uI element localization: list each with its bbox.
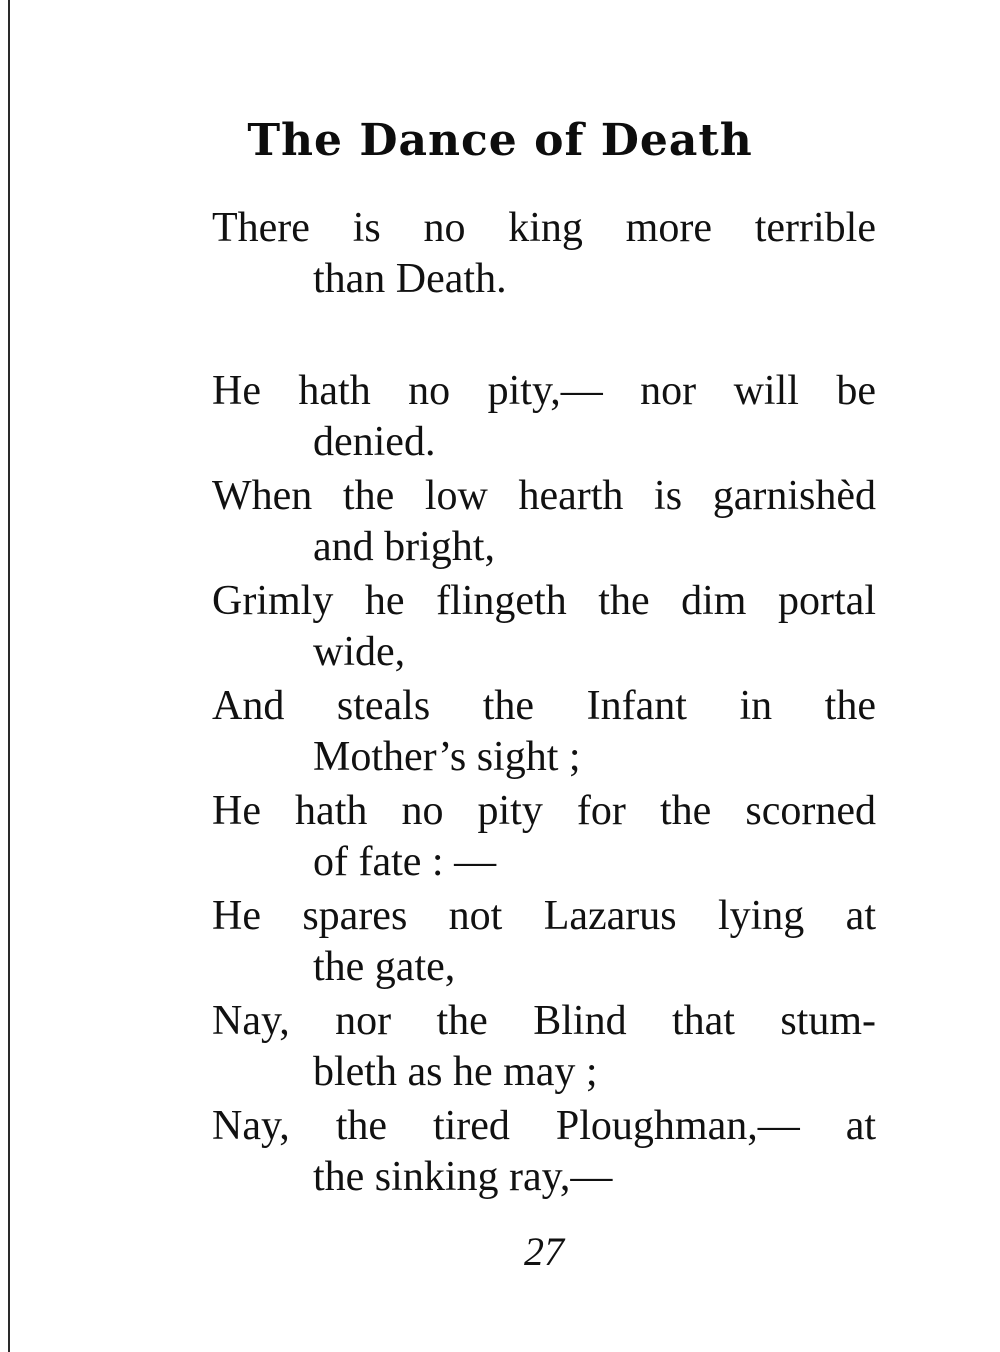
verse-line: He spares not Lazarus lying at [212, 893, 876, 939]
verse-line: Nay, nor the Blind that stum- [212, 998, 876, 1044]
verse-line-continuation: than Death. [313, 256, 507, 302]
verse-line-continuation: and bright, [313, 524, 495, 570]
verse-line-continuation: bleth as he may ; [313, 1049, 598, 1095]
verse-line: Nay, the tired Ploughman,— at [212, 1103, 876, 1149]
verse-line-continuation: the sinking ray,— [313, 1154, 613, 1200]
verse-line: Grimly he flingeth the dim portal [212, 578, 876, 624]
verse-line-continuation: of fate : — [313, 839, 497, 885]
page-title: The Dance of Death [247, 115, 753, 166]
verse-line: When the low hearth is garnishèd [212, 473, 876, 519]
verse-line-continuation: denied. [313, 419, 436, 465]
verse-line: And steals the Infant in the [212, 683, 876, 729]
verse-line: He hath no pity,— nor will be [212, 368, 876, 414]
verse-line-continuation: the gate, [313, 944, 456, 990]
page-number: 27 [524, 1229, 564, 1274]
lead-verse [212, 203, 876, 308]
verse-line: He hath no pity for the scorned [212, 788, 876, 834]
verse-line: There is no king more terrible [212, 205, 876, 251]
poem-stanza [212, 366, 876, 1206]
binding-edge-line [8, 0, 10, 1352]
verse-line-continuation: Mother’s sight ; [313, 734, 581, 780]
verse-line-continuation: wide, [313, 629, 406, 675]
